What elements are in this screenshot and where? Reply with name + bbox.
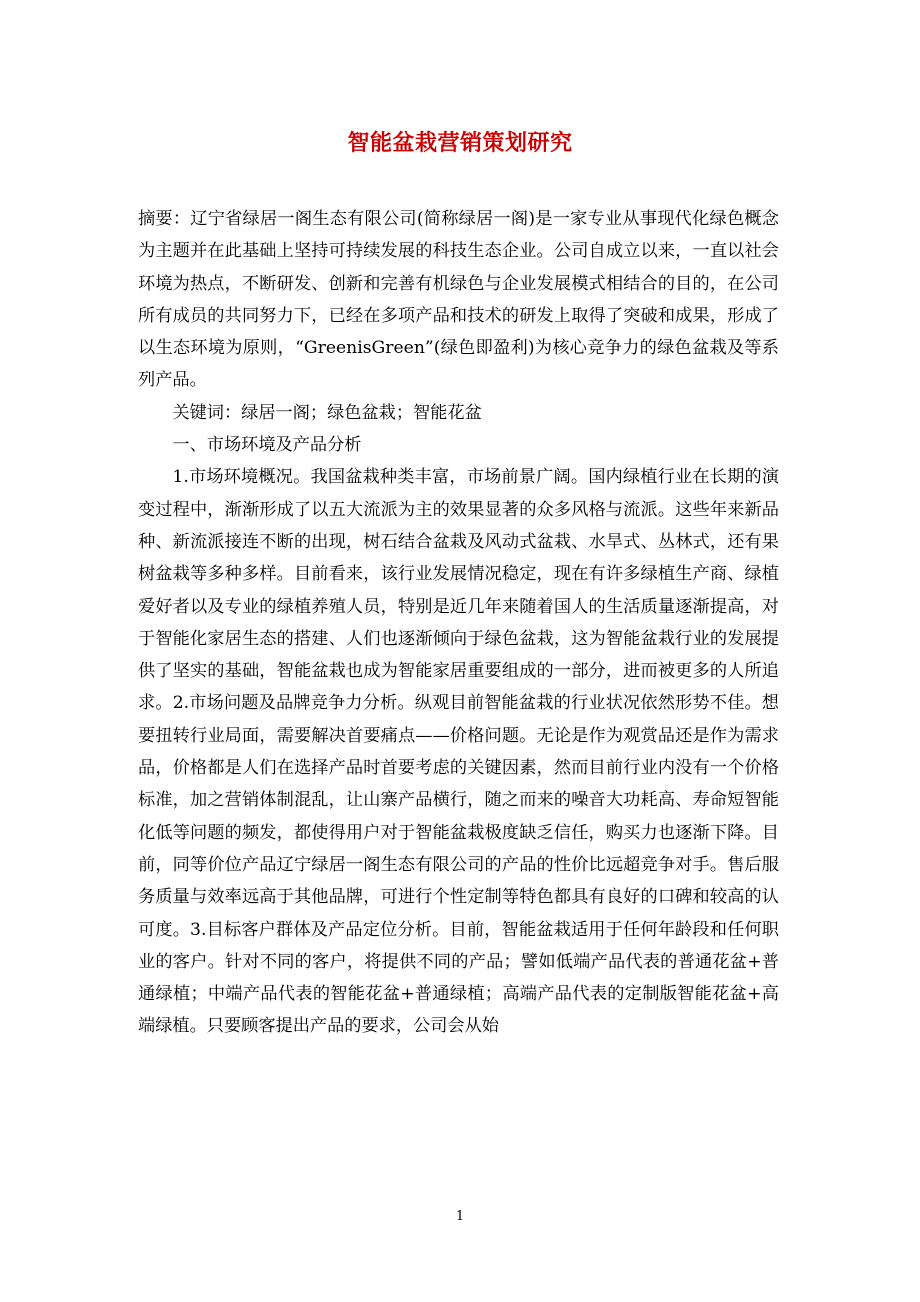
- document-title: 智能盆栽营销策划研究: [347, 130, 573, 156]
- abstract-paragraph: 摘要：辽宁省绿居一阁生态有限公司(简称绿居一阁)是一家专业从事现代化绿色概念为主题并在此基础上坚持可持续发展的科技生态企业。公司自成立以来，一直以社会环境为热点，不断研发、创新和完善有机绿色与企业发展模式相结合的目的，在公司所有成员的共同努力下，已经在多项产品和技术的研发上取得了突破和成果，形成了以生态环境为原则，“GreenisGreen”(绿色即盈利)为核心竞争力的绿色盆栽及等系列产品。: [138, 209, 779, 391]
- section-heading: 一、市场环境及产品分析: [172, 435, 362, 456]
- document-body: [138, 203, 779, 1043]
- body-paragraph: 1.市场环境概况。我国盆栽种类丰富，市场前景广阔。国内绿植行业在长期的演变过程中，渐渐形成了以五大流派为主的效果显著的众多风格与流派。这些年来新品种、新流派接连不断的出现，树石结合盆栽及风动式盆栽、水旱式、丛林式，还有果树盆栽等多种多样。目前看来，该行业发展情况稳定，现在有许多绿植生产商、绿植爱好者以及专业的绿植养殖人员，特别是近几年来随着国人的生活质量逐渐提高，对于智能化家居生态的搭建、人们也逐渐倾向于绿色盆栽，这为智能盆栽行业的发展提供了坚实的基础，智能盆栽也成为智能家居重要组成的一部分，进而被更多的人所追求。2.市场问题及品牌竞争力分析。纵观目前智能盆栽的行业状况依然形势不佳。想要扭转行业局面，需要解决首要痛点——价格问题。无论是作为观赏品还是作为需求品，价格都是人们在选择产品时首要考虑的关键因素，然而目前行业内没有一个价格标准，加之营销体制混乱，让山寨产品横行，随之而来的噪音大功耗高、寿命短智能化低等问题的频发，都使得用户对于智能盆栽极度缺乏信任，购买力也逐渐下降。目前，同等价位产品辽宁绿居一阁生态有限公司的产品的性价比远超竞争对手。售后服务质量与效率远高于其他品牌，可进行个性定制等特色都具有良好的口碑和较高的认可度。3.目标客户群体及产品定位分析。目前，智能盆栽适用于任何年龄段和任何职业的客户。针对不同的客户，将提供不同的产品；譬如低端产品代表的普通花盆+普通绿植；中端产品代表的智能花盆+普通绿植；高端产品代表的定制版智能花盆+高端绿植。只要顾客提出产品的要求，公司会从始: [138, 467, 779, 1037]
- page-number: 1: [455, 1209, 465, 1224]
- keywords-paragraph: 关键词：绿居一阁；绿色盆栽；智能花盆: [172, 402, 482, 423]
